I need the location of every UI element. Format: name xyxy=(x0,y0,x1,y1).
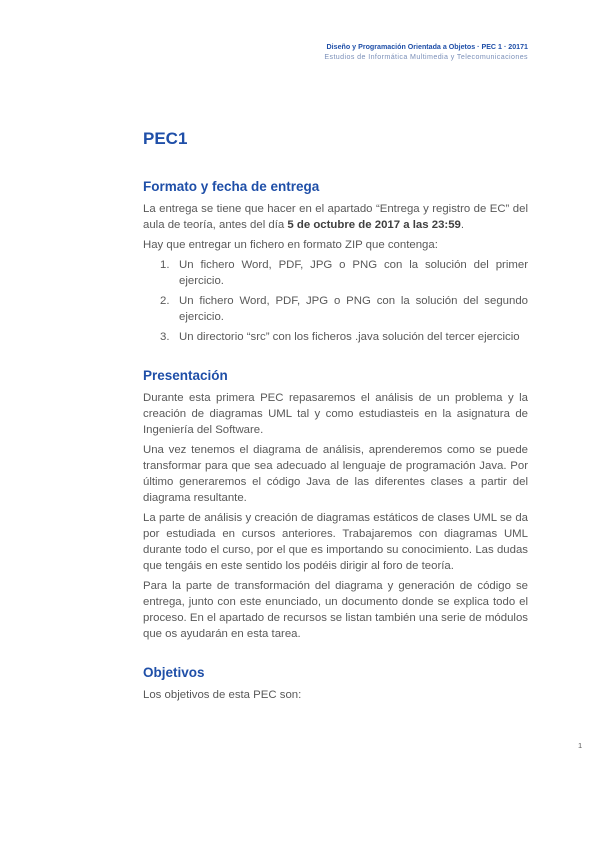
list-item-text: Un directorio “src” con los ficheros .java solución del tercer ejercicio xyxy=(179,331,520,343)
delivery-paragraph xyxy=(143,201,528,233)
section-format-and-deadline xyxy=(143,178,528,345)
page-number: 1 xyxy=(578,741,583,750)
section-heading: Objetivos xyxy=(143,665,205,680)
delivery-text: La entrega se tiene que hacer en el apartado “Entrega y registro de EC” del aula de teoría, antes del día xyxy=(143,203,528,231)
zip-requirement-paragraph: Hay que entregar un fichero en formato ZIP que contenga: xyxy=(143,239,438,251)
list-item-text: Un fichero Word, PDF, JPG o PNG con la solución del segundo ejercicio. xyxy=(179,295,528,323)
paragraph: Durante esta primera PEC repasaremos el análisis de un problema y la creación de diagramas UML tal y como estudiasteis en la asignatura de Ingeniería del Software. xyxy=(143,392,528,436)
page-header xyxy=(300,42,528,62)
deliverables-list xyxy=(143,257,528,345)
paragraph: Para la parte de transformación del diagrama y generación de código se entrega, junto con este enunciado, un documento donde se explica todo el proceso. En el apartado de recursos se listan también una serie de módulos que os ayudarán en esta tarea. xyxy=(143,580,528,640)
section-heading: Presentación xyxy=(143,368,228,383)
list-item xyxy=(143,257,528,289)
delivery-text-end: . xyxy=(460,219,465,231)
list-item-number: 3. xyxy=(160,331,170,343)
document-title: PEC1 xyxy=(143,129,188,148)
list-item-number: 1. xyxy=(160,259,170,271)
section-heading: Formato y fecha de entrega xyxy=(143,179,320,194)
document-body xyxy=(143,128,528,703)
list-item xyxy=(143,293,528,325)
section-presentation xyxy=(143,367,528,642)
section-objectives xyxy=(143,664,528,703)
header-course-title: Diseño y Programación Orientada a Objetos · PEC 1 · 20171 xyxy=(326,43,528,51)
paragraph: Los objetivos de esta PEC son: xyxy=(143,689,302,701)
list-item-number: 2. xyxy=(160,295,170,307)
header-studies-name: Estudios de Informática Multimedia y Telecomunicaciones xyxy=(324,53,528,61)
paragraph: Una vez tenemos el diagrama de análisis, aprenderemos como se puede transformar para que sea adecuado al lenguaje de programación Java. Por último generaremos el código Java de las diferentes clases a partir del diagrama resultante. xyxy=(143,444,528,504)
deadline-date: 5 de octubre de 2017 a las 23:59 xyxy=(287,219,461,231)
list-item-text: Un fichero Word, PDF, JPG o PNG con la solución del primer ejercicio. xyxy=(179,259,528,287)
list-item xyxy=(143,329,528,345)
paragraph: La parte de análisis y creación de diagramas estáticos de clases UML se da por estudiada en cursos anteriores. Trabajaremos con diagramas UML durante todo el curso, por el que es importando su conocimiento. Las dudas que tengáis en este sentido los podéis dirigir al foro de teoría. xyxy=(143,512,528,572)
